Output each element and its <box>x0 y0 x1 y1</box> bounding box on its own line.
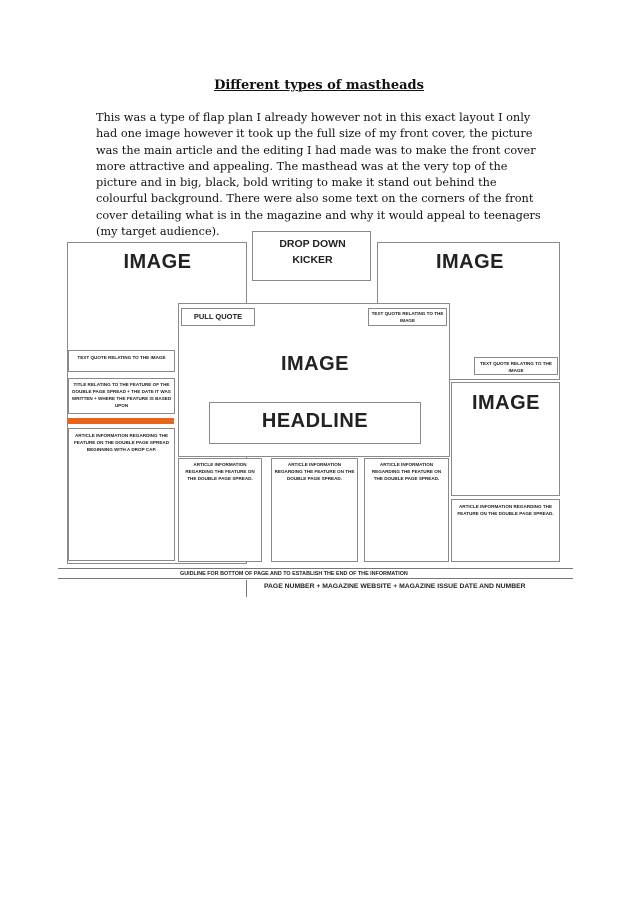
text-quote-center: TEXT QUOTE RELATING TO THE IMAGE <box>371 311 444 323</box>
text-quote-left: TEXT QUOTE RELATING TO THE IMAGE <box>77 355 166 360</box>
footer-label: PAGE NUMBER + MAGAZINE WEBSITE + MAGAZINE ISSUE DATE AND NUMBER <box>264 583 526 590</box>
article-right-text: ARTICLE INFORMATION REGARDING THE FEATURE ON THE DOUBLE PAGE SPREAD. <box>457 504 554 516</box>
article-col1-text: ARTICLE INFORMATION REGARDING THE FEATURE ON THE DOUBLE PAGE SPREAD. <box>185 462 255 481</box>
title-feature-text: TITLE RELATING TO THE FEATURE OF THE DOUBLE PAGE SPREAD + THE DATE IT WAS WRITTEN + WHERE THE FEATURE IS BASED UPON <box>71 382 172 408</box>
image-label-left: IMAGE <box>123 251 192 273</box>
guideline-bottom-line <box>58 578 573 579</box>
image-label-right: IMAGE <box>435 251 505 273</box>
image-label-right-lower: IMAGE <box>471 392 541 414</box>
pull-quote-label: PULL QUOTE <box>193 312 243 321</box>
page-title: Different types of mastheads <box>214 78 424 93</box>
article-dropcap-text: ARTICLE INFORMATION REGARDING THE FEATURE ON THE DOUBLE PAGE SPREAD BEGINNING WITH A DROP CAP. <box>73 433 170 452</box>
footer-divider <box>246 580 247 597</box>
body-paragraph: This was a type of flap plan I already however not in this exact layout I only had one image however it took up the full size of my front cover, the picture was the main article and the editing I had made was to make the front cover more attractive and appealing. The masthead was at the very top of the picture and in big, black, bold writing to make it stand out behind the colourful background. There were also some text on the corners of the front cover detailing what is in the magazine and why it would appeal to teenagers (my target audience). <box>96 111 541 239</box>
kicker-label: DROP DOWN KICKER <box>279 238 346 266</box>
article-col3-text: ARTICLE INFORMATION REGARDING THE FEATURE ON THE DOUBLE PAGE SPREAD. <box>371 462 442 481</box>
headline-label: HEADLINE <box>261 410 369 432</box>
article-col2-text: ARTICLE INFORMATION REGARDING THE FEATURE ON THE DOUBLE PAGE SPREAD. <box>274 462 355 481</box>
drop-cap-bar <box>68 418 174 424</box>
image-label-center: IMAGE <box>280 353 350 375</box>
text-quote-right: TEXT QUOTE RELATING TO THE IMAGE <box>480 361 552 373</box>
guideline-label: GUIDLINE FOR BOTTOM OF PAGE AND TO ESTABLISH THE END OF THE INFORMATION <box>180 571 408 577</box>
guideline-top-line <box>58 568 573 569</box>
